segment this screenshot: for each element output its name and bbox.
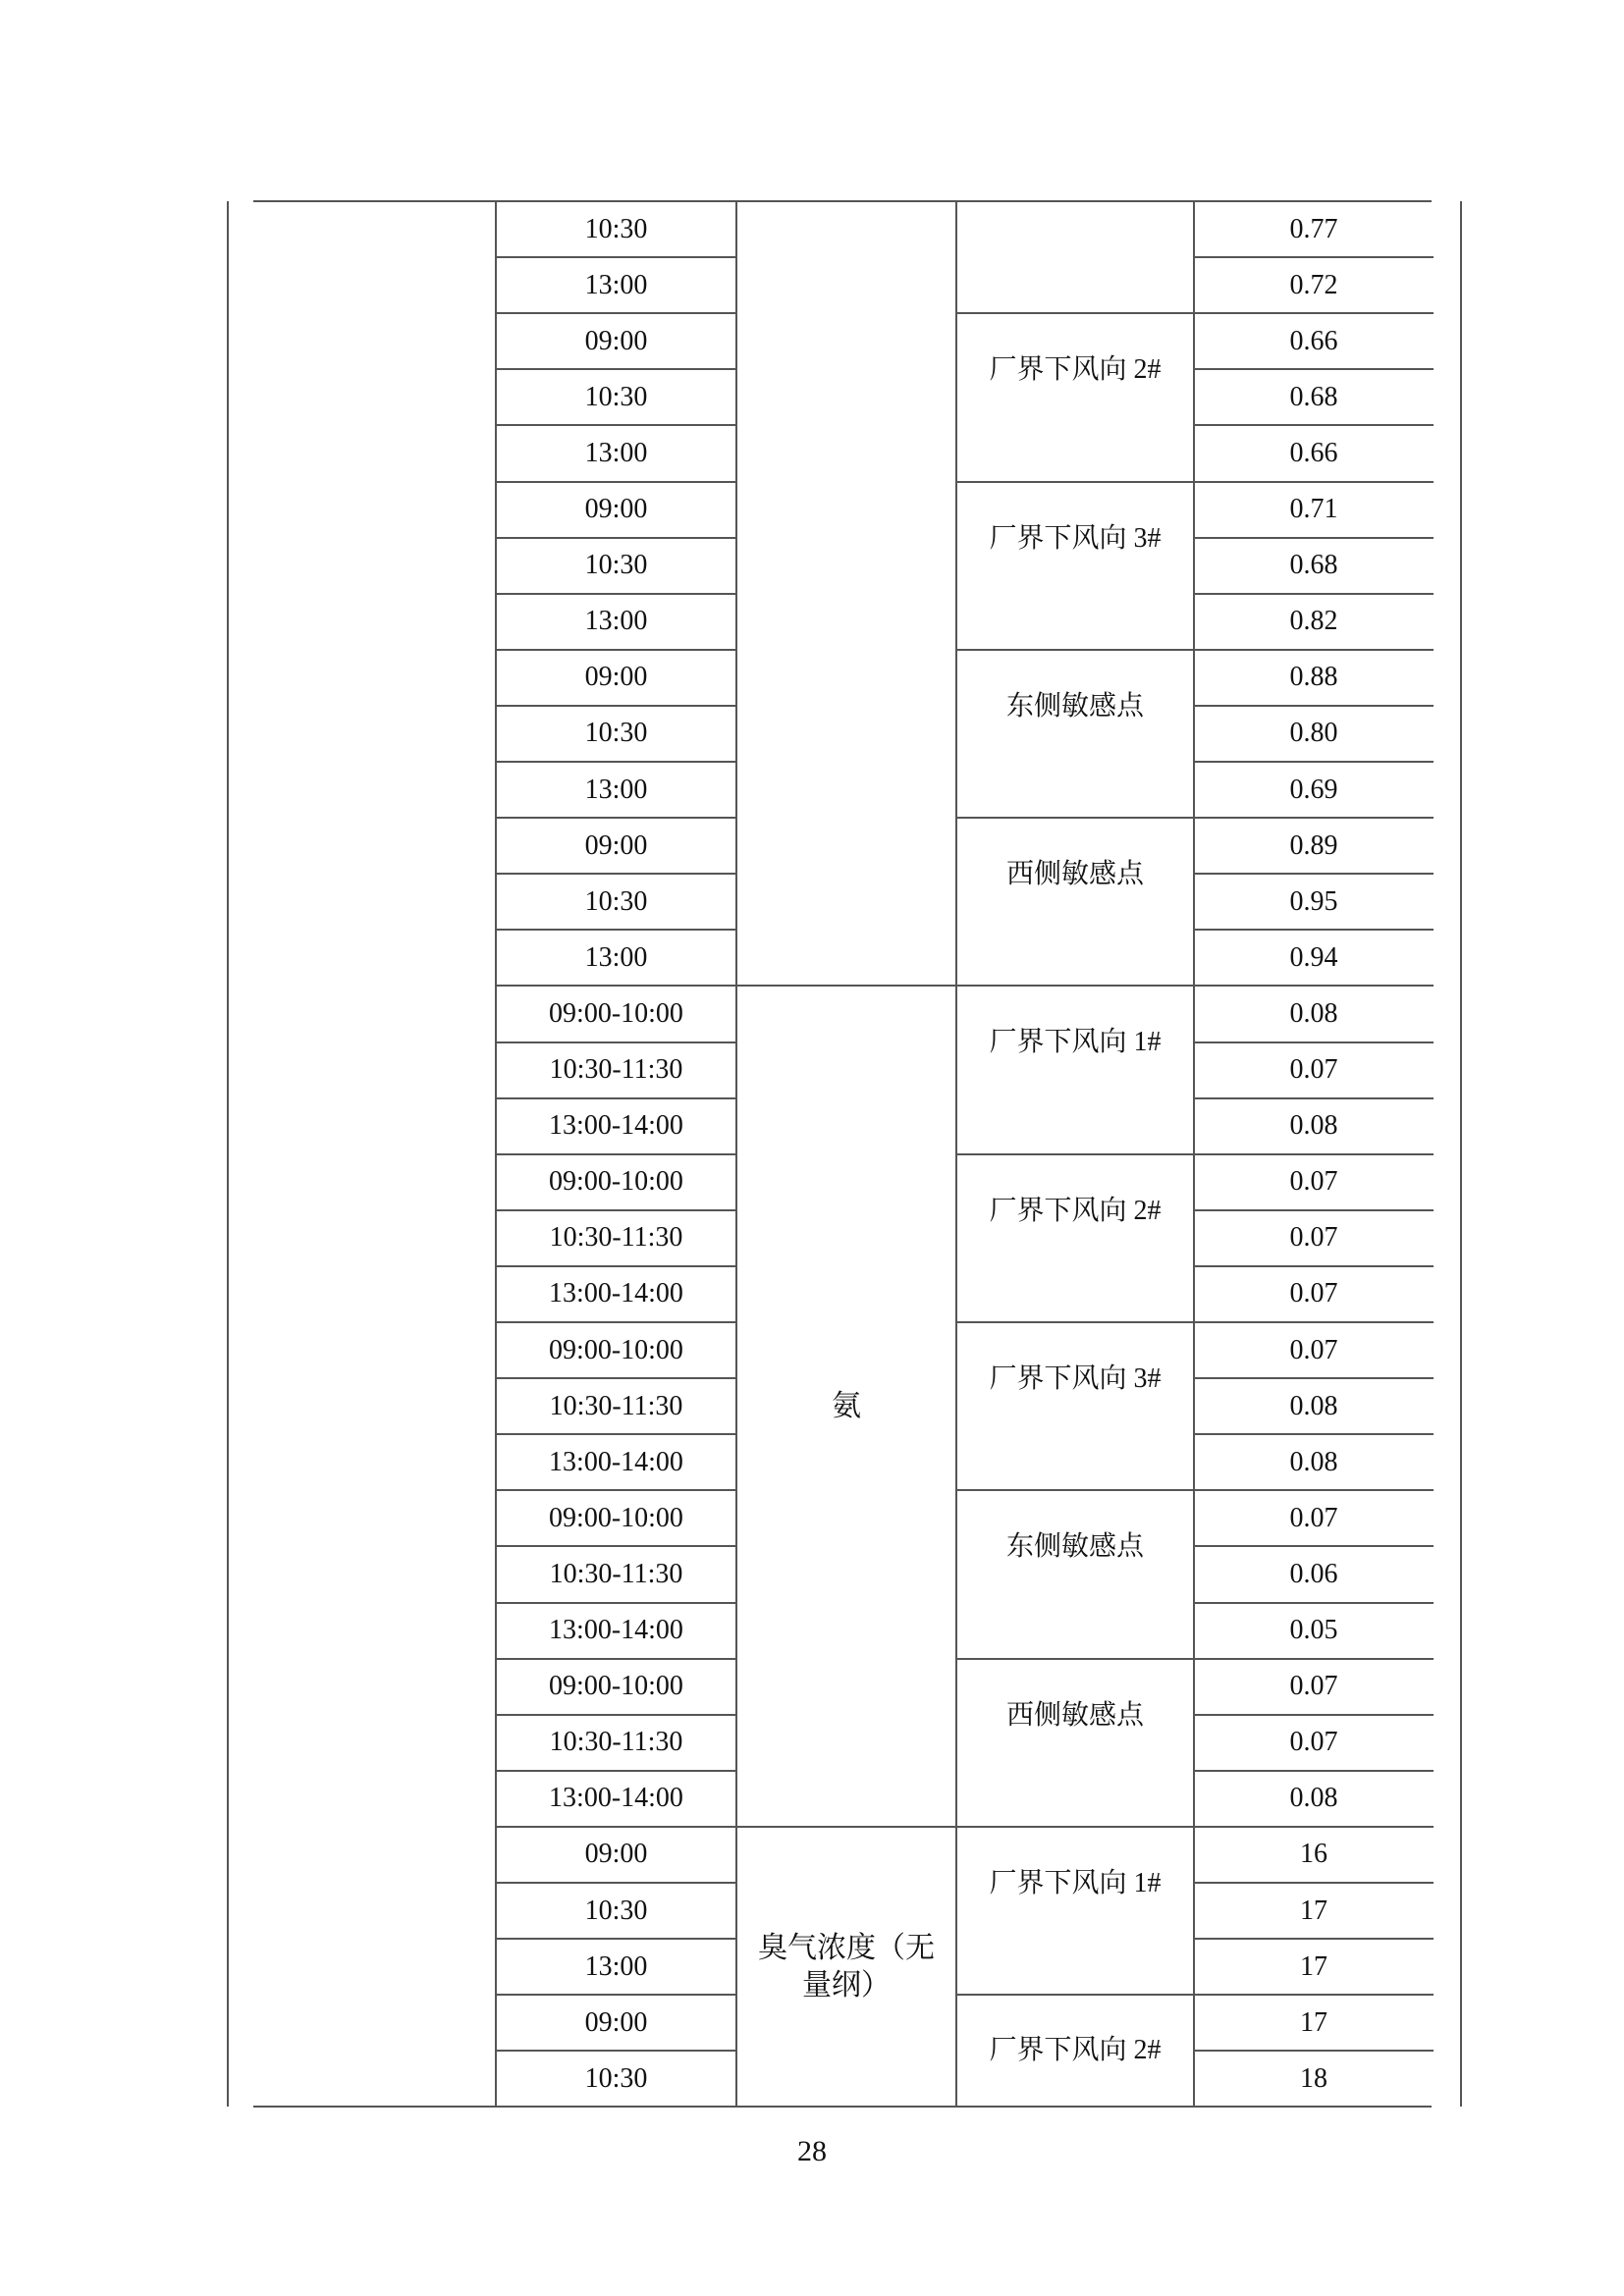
row-divider (1194, 1097, 1434, 1099)
value-cell: 0.08 (1289, 997, 1338, 1029)
pollutant-cell: 氨 (832, 1389, 861, 1422)
location-cell: 厂界下风向 3# (989, 1363, 1162, 1394)
time-cell: 09:00-10:00 (549, 1671, 683, 1702)
value-cell: 0.66 (1289, 325, 1338, 356)
row-divider (1194, 761, 1434, 763)
row-divider (1194, 1321, 1434, 1323)
time-cell: 13:00-14:00 (549, 1783, 683, 1814)
row-divider (1194, 593, 1434, 595)
row-divider (496, 1041, 736, 1043)
row-divider (1194, 1602, 1434, 1604)
group-divider (956, 649, 1194, 651)
row-divider (1194, 1041, 1434, 1043)
value-cell: 0.68 (1289, 381, 1338, 412)
row-divider (1194, 1545, 1434, 1547)
value-cell: 17 (1300, 1950, 1327, 1982)
group-divider (956, 481, 1194, 483)
value-cell: 0.72 (1289, 269, 1338, 300)
time-cell: 09:00 (584, 829, 648, 861)
row-divider (496, 929, 736, 931)
row-divider (1194, 1994, 1434, 1996)
value-cell: 0.07 (1289, 1502, 1338, 1533)
location-cell: 厂界下风向 1# (989, 1867, 1162, 1898)
row-divider (1194, 1209, 1434, 1211)
time-cell: 09:00 (584, 325, 648, 356)
table-left-border (227, 201, 229, 2107)
time-cell: 09:00-10:00 (549, 1334, 683, 1365)
value-cell: 0.95 (1289, 885, 1338, 917)
time-cell: 13:00 (584, 269, 648, 300)
row-divider (496, 873, 736, 875)
location-cell: 厂界下风向 3# (989, 522, 1162, 554)
row-divider (1194, 481, 1434, 483)
value-cell: 0.05 (1289, 1615, 1338, 1646)
row-divider (496, 1433, 736, 1435)
row-divider (1194, 873, 1434, 875)
value-cell: 0.08 (1289, 1783, 1338, 1814)
row-divider (496, 1938, 736, 1940)
time-cell: 09:00 (584, 1839, 648, 1870)
row-divider (496, 424, 736, 426)
row-divider (496, 705, 736, 707)
value-cell: 0.08 (1289, 1446, 1338, 1477)
row-divider (496, 1097, 736, 1099)
time-cell: 13:00-14:00 (549, 1278, 683, 1309)
row-divider (496, 593, 736, 595)
row-divider (496, 481, 736, 483)
value-cell: 0.07 (1289, 1054, 1338, 1086)
time-cell: 10:30 (584, 550, 648, 581)
location-cell: 厂界下风向 2# (989, 2035, 1162, 2066)
row-divider (496, 1377, 736, 1379)
group-divider (956, 1826, 1194, 1828)
value-cell: 17 (1300, 1895, 1327, 1926)
group-divider (956, 817, 1194, 819)
location-cell: 厂界下风向 2# (989, 354, 1162, 386)
location-cell: 西侧敏感点 (1005, 1699, 1144, 1731)
row-divider (1194, 2050, 1434, 2052)
table-bottom-border (253, 2106, 1432, 2108)
row-divider (496, 817, 736, 819)
time-cell: 13:00 (584, 774, 648, 805)
row-divider (1194, 985, 1434, 987)
value-cell: 0.06 (1289, 1558, 1338, 1589)
block-divider (736, 985, 956, 987)
value-cell: 0.07 (1289, 1334, 1338, 1365)
block-divider (736, 1826, 956, 1828)
time-cell: 09:00 (584, 2006, 648, 2038)
location-cell: 东侧敏感点 (1005, 1531, 1144, 1563)
value-cell: 0.71 (1289, 494, 1338, 525)
value-cell: 0.07 (1289, 1671, 1338, 1702)
table-right-border (1460, 201, 1462, 2107)
row-divider (1194, 1489, 1434, 1491)
group-divider (956, 1153, 1194, 1155)
row-divider (496, 1489, 736, 1491)
row-divider (496, 1714, 736, 1716)
time-cell: 10:30 (584, 381, 648, 412)
time-cell: 13:00-14:00 (549, 1110, 683, 1142)
group-divider (956, 985, 1194, 987)
value-cell: 0.80 (1289, 718, 1338, 749)
time-cell: 10:30-11:30 (549, 1222, 683, 1254)
value-cell: 0.77 (1289, 213, 1338, 244)
time-cell: 13:00-14:00 (549, 1446, 683, 1477)
group-divider (956, 1489, 1194, 1491)
time-cell: 10:30-11:30 (549, 1390, 683, 1421)
row-divider (1194, 537, 1434, 539)
row-divider (496, 649, 736, 651)
time-cell: 10:30-11:30 (549, 1054, 683, 1086)
row-divider (496, 1770, 736, 1772)
location-cell: 厂界下风向 1# (989, 1027, 1162, 1058)
row-divider (1194, 649, 1434, 651)
row-divider (1194, 1153, 1434, 1155)
row-divider (496, 2050, 736, 2052)
value-cell: 0.94 (1289, 941, 1338, 973)
row-divider (496, 1545, 736, 1547)
time-cell: 10:30 (584, 718, 648, 749)
row-divider (1194, 1714, 1434, 1716)
location-cell: 东侧敏感点 (1005, 690, 1144, 721)
time-cell: 13:00-14:00 (549, 1615, 683, 1646)
value-cell: 0.08 (1289, 1390, 1338, 1421)
value-cell: 18 (1300, 2062, 1327, 2094)
location-cell: 西侧敏感点 (1005, 859, 1144, 890)
row-divider (1194, 256, 1434, 258)
row-divider (496, 1321, 736, 1323)
value-cell: 0.07 (1289, 1166, 1338, 1198)
row-divider (496, 368, 736, 370)
row-divider (496, 985, 736, 987)
group-divider (956, 1321, 1194, 1323)
time-cell: 13:00 (584, 941, 648, 973)
row-divider (1194, 368, 1434, 370)
column-divider (735, 201, 737, 2107)
value-cell: 0.07 (1289, 1278, 1338, 1309)
row-divider (496, 1153, 736, 1155)
row-divider (1194, 1882, 1434, 1884)
row-divider (496, 1265, 736, 1267)
row-divider (496, 1994, 736, 1996)
page-number: 28 (797, 2135, 827, 2167)
value-cell: 0.66 (1289, 437, 1338, 468)
value-cell: 0.82 (1289, 606, 1338, 637)
time-cell: 13:00 (584, 1950, 648, 1982)
value-cell: 0.89 (1289, 829, 1338, 861)
time-cell: 10:30-11:30 (549, 1727, 683, 1758)
pollutant-cell: 臭气浓度（无 量纲） (758, 1931, 935, 2002)
column-divider (495, 201, 497, 2107)
time-cell: 09:00-10:00 (549, 997, 683, 1029)
row-divider (496, 1602, 736, 1604)
time-cell: 10:30 (584, 2062, 648, 2094)
column-divider (1193, 201, 1195, 2107)
group-divider (956, 312, 1194, 314)
time-cell: 09:00-10:00 (549, 1166, 683, 1198)
value-cell: 16 (1300, 1839, 1327, 1870)
row-divider (1194, 705, 1434, 707)
value-cell: 0.68 (1289, 550, 1338, 581)
group-divider (956, 1994, 1194, 1996)
row-divider (1194, 1770, 1434, 1772)
time-cell: 10:30 (584, 213, 648, 244)
value-cell: 17 (1300, 2006, 1327, 2038)
value-cell: 0.88 (1289, 662, 1338, 693)
row-divider (1194, 817, 1434, 819)
table-top-border (253, 200, 1432, 202)
time-cell: 13:00 (584, 606, 648, 637)
time-cell: 09:00 (584, 494, 648, 525)
row-divider (1194, 1938, 1434, 1940)
row-divider (496, 537, 736, 539)
row-divider (496, 1826, 736, 1828)
row-divider (1194, 312, 1434, 314)
time-cell: 09:00-10:00 (549, 1502, 683, 1533)
time-cell: 09:00 (584, 662, 648, 693)
row-divider (1194, 1265, 1434, 1267)
time-cell: 10:30 (584, 885, 648, 917)
row-divider (496, 312, 736, 314)
row-divider (1194, 1377, 1434, 1379)
row-divider (1194, 424, 1434, 426)
row-divider (496, 761, 736, 763)
row-divider (496, 1209, 736, 1211)
value-cell: 0.08 (1289, 1110, 1338, 1142)
time-cell: 10:30-11:30 (549, 1558, 683, 1589)
row-divider (1194, 1658, 1434, 1660)
value-cell: 0.07 (1289, 1222, 1338, 1254)
time-cell: 13:00 (584, 437, 648, 468)
row-divider (496, 1882, 736, 1884)
group-divider (956, 1658, 1194, 1660)
column-divider (955, 201, 957, 2107)
row-divider (1194, 1433, 1434, 1435)
row-divider (496, 1658, 736, 1660)
time-cell: 10:30 (584, 1895, 648, 1926)
row-divider (1194, 1826, 1434, 1828)
location-cell: 厂界下风向 2# (989, 1195, 1162, 1226)
row-divider (496, 256, 736, 258)
row-divider (1194, 929, 1434, 931)
value-cell: 0.07 (1289, 1727, 1338, 1758)
value-cell: 0.69 (1289, 774, 1338, 805)
